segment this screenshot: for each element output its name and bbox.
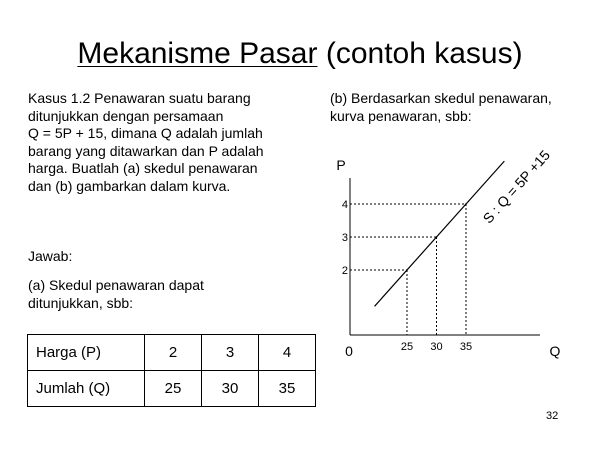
table-cell: 3 xyxy=(202,335,259,371)
supply-curve-line xyxy=(375,161,505,306)
case-line: barang yang ditawarkan dan P adalah xyxy=(28,142,264,159)
graph-intro-line: (b) Berdasarkan skedul penawaran, xyxy=(330,90,552,106)
case-line: ditunjukkan dengan persamaan xyxy=(28,107,224,124)
y-tick-label: 3 xyxy=(341,232,348,244)
answer-a-line: (a) Skedul penawaran dapat xyxy=(28,277,204,293)
table-row-label: Jumlah (Q) xyxy=(28,371,145,407)
slide-title-main: Mekanisme Pasar xyxy=(77,37,318,70)
page-number: 32 xyxy=(546,410,559,422)
answer-label: Jawab: xyxy=(28,248,73,264)
x-tick-label: 35 xyxy=(459,341,473,353)
case-line: Q = 5P + 15, dimana Q adalah jumlah xyxy=(28,125,263,141)
table-row-label: Harga (P) xyxy=(28,335,145,371)
table-cell: 2 xyxy=(145,335,202,371)
table-cell: 35 xyxy=(259,371,316,407)
y-tick-label: 2 xyxy=(341,265,348,277)
x-tick-label: 30 xyxy=(430,341,443,353)
slide-title-rest: (contoh kasus) xyxy=(325,37,523,70)
table-cell: 4 xyxy=(259,335,316,371)
x-axis-label: Q xyxy=(549,343,561,359)
table-cell: 25 xyxy=(145,371,202,407)
table-cell: 30 xyxy=(202,371,259,407)
y-axis-label: P xyxy=(336,157,346,173)
case-line: dan (b) gambarkan dalam kurva. xyxy=(28,177,231,194)
case-line: harga. Buatlah (a) skedul penawaran xyxy=(28,160,258,176)
curve-label: S : Q = 5P +15 xyxy=(479,146,554,227)
origin-label: 0 xyxy=(345,343,353,359)
case-line: Kasus 1.2 Penawaran suatu barang xyxy=(28,90,251,106)
graph-intro-line: kurva penawaran, sbb: xyxy=(330,107,472,124)
answer-a-line: ditunjukkan, sbb: xyxy=(28,294,134,311)
x-tick-label: 25 xyxy=(400,341,414,353)
y-tick-label: 4 xyxy=(341,199,348,211)
